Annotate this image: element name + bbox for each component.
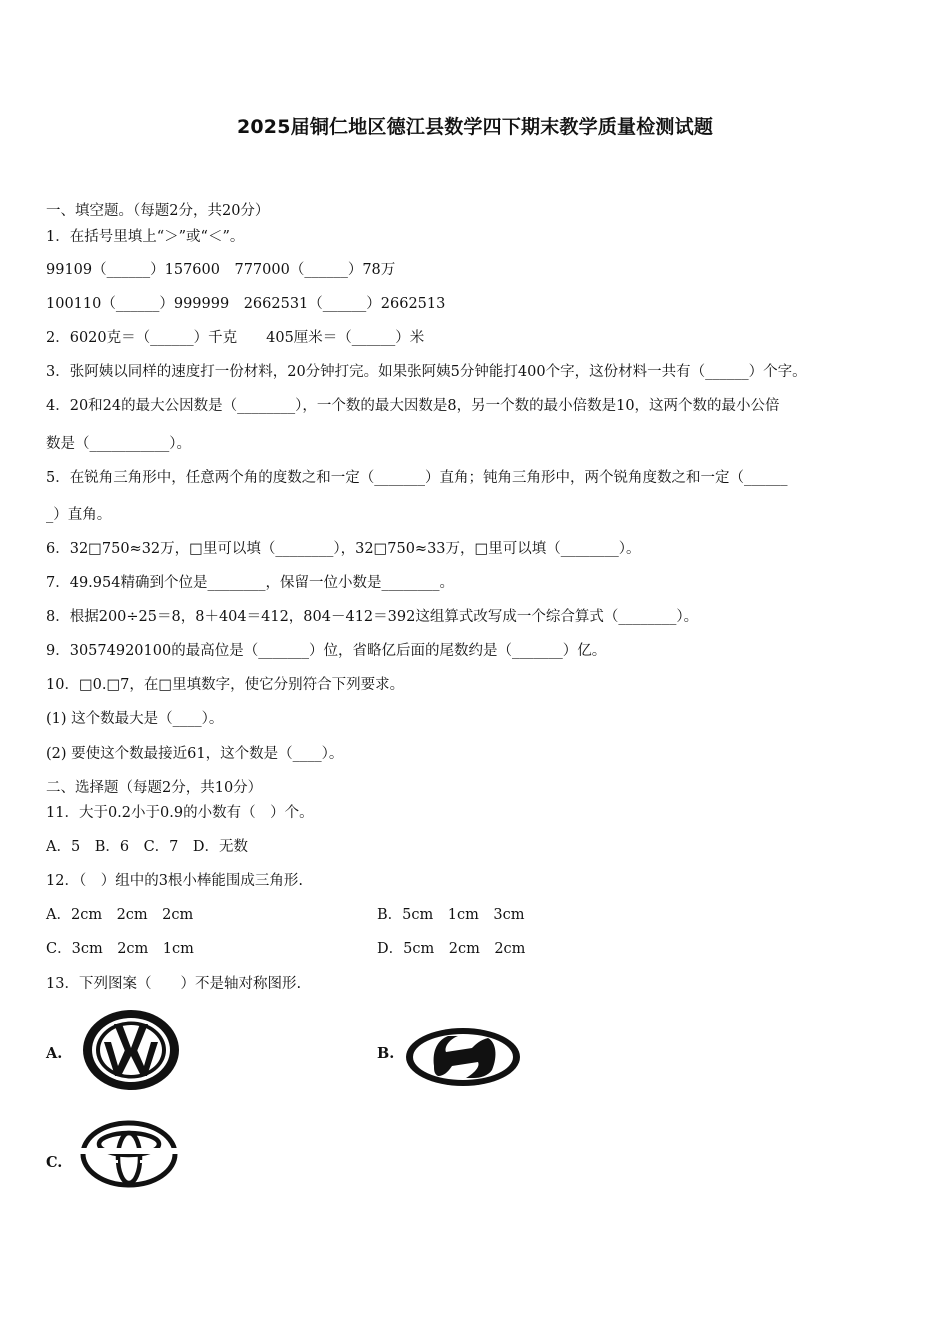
question-line: 11．大于0.2小于0.9的小数有（ ）个。 (46, 805, 314, 821)
option-label-c: C. (46, 1154, 63, 1171)
section-heading-fill-in: 一、填空题。（每题2分，共20分） (46, 203, 270, 219)
question-line: _）直角。 (46, 507, 112, 523)
option-label-a: A. (46, 1045, 63, 1062)
question-line: 1．在括号里填上“＞”或“＜”。 (46, 229, 245, 245)
question-line: 99109（______）157600 777000（______）78万 (46, 262, 396, 278)
option-label-b: B. (377, 1045, 395, 1062)
question-line: 10．□0.□7，在□里填数字，使它分别符合下列要求。 (46, 677, 405, 693)
volkswagen-logo-icon (80, 1008, 182, 1092)
question-line: 6．32□750≈32万，□里可以填（________），32□750≈33万，□里可以填（________）。 (46, 541, 641, 557)
question-line: (1) 这个数最大是（____）。 (46, 711, 224, 727)
question-line: 12．（ ）组中的3根小棒能围成三角形. (46, 873, 304, 889)
answer-options: A．5 B．6 C．7 D．无数 (46, 839, 249, 855)
question-line: 3．张阿姨以同样的速度打一份材料，20分钟打完。如果张阿姨5分钟能打400个字，这份材料一共有（______）个字。 (46, 364, 807, 380)
question-line: 9．30574920100的最高位是（_______）位，省略亿后面的尾数约是（_______）亿。 (46, 643, 607, 659)
section-heading-choice: 二、选择题（每题2分，共10分） (46, 780, 263, 796)
answer-option-b: B．5cm 1cm 3cm (377, 907, 525, 923)
question-line: 数是（___________）。 (46, 436, 191, 452)
question-line: 2．6020克＝（______）千克 405厘米＝（______）米 (46, 330, 425, 346)
page-title: 2025届铜仁地区德江县数学四下期末教学质量检测试题 (236, 116, 714, 138)
question-line: 7．49.954精确到个位是________，保留一位小数是________。 (46, 575, 454, 591)
question-line: 4．20和24的最大公因数是（________），一个数的最大因数是8，另一个数的最小倍数是10，这两个数的最小公倍 (46, 398, 780, 414)
answer-option-a: A．2cm 2cm 2cm (46, 907, 194, 923)
question-line: 100110（______）999999 2662531（______）2662513 (46, 296, 446, 312)
toyota-logo-icon (80, 1120, 178, 1188)
answer-option-c: C．3cm 2cm 1cm (46, 941, 194, 957)
question-line: (2) 要使这个数最接近61，这个数是（____）。 (46, 746, 344, 762)
hyundai-logo-icon (404, 1026, 522, 1088)
question-line: 5．在锐角三角形中，任意两个角的度数之和一定（_______）直角；钝角三角形中，两个锐角度数之和一定（______ (46, 470, 788, 486)
answer-option-d: D．5cm 2cm 2cm (377, 941, 526, 957)
question-line: 13．下列图案（ ）不是轴对称图形. (46, 976, 302, 992)
question-line: 8．根据200÷25＝8，8＋404＝412，804－412＝392这组算式改写成一个综合算式（________）。 (46, 609, 699, 625)
